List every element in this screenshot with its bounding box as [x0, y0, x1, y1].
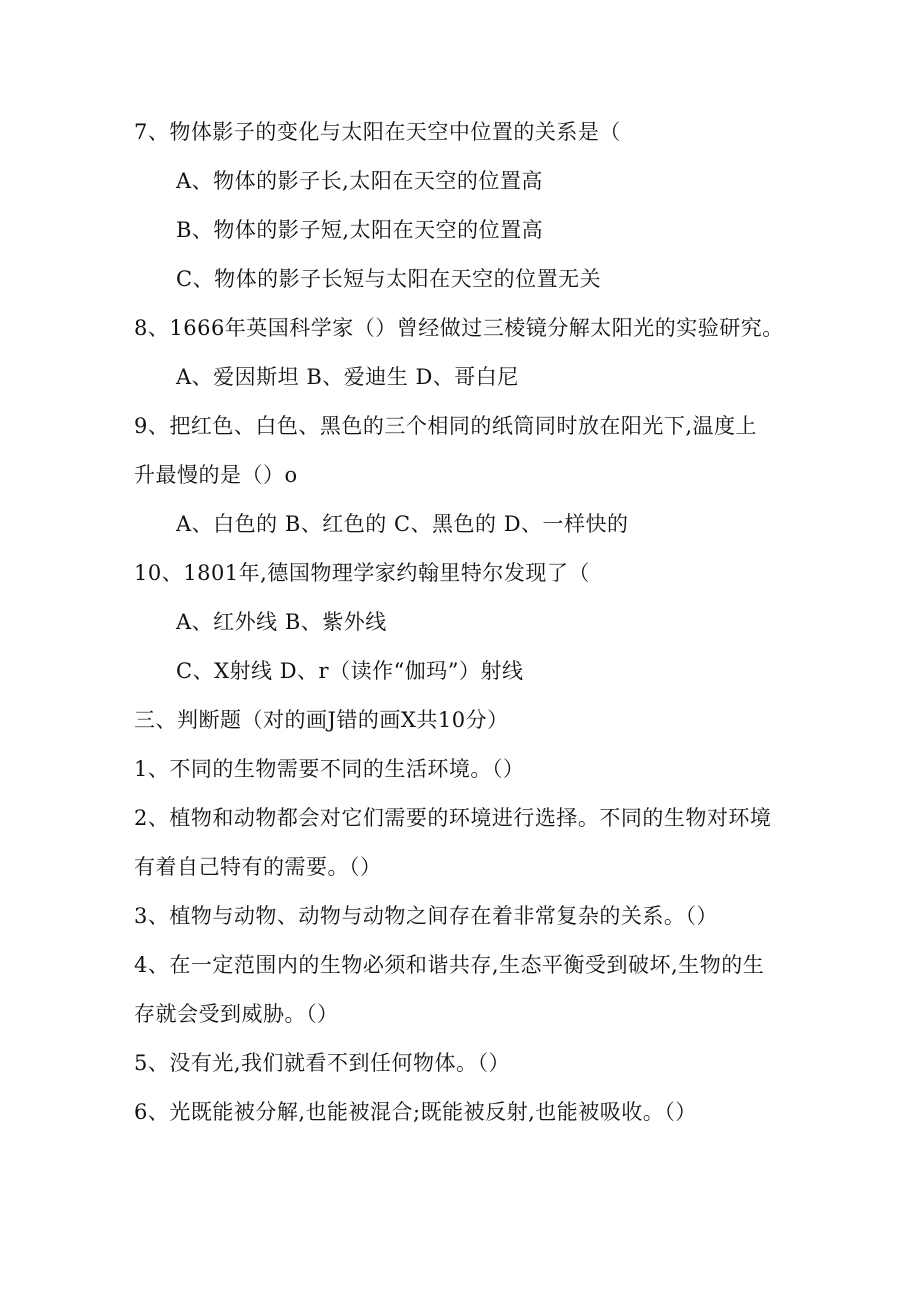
question-10: 10、1801年,德国物理学家约翰里特尔发现了（ [134, 561, 590, 585]
question-7-option-c: C、物体的影子长短与太阳在天空的位置无关 [176, 267, 602, 291]
question-10-options-row-1: A、红外线 B、紫外线 [176, 610, 387, 634]
question-8: 8、1666年英国科学家（）曾经做过三棱镜分解太阳光的实验研究。 [134, 316, 784, 340]
tf-question-4-line-2: 存就会受到威胁。（） [134, 1002, 339, 1026]
tf-question-1: 1、不同的生物需要不同的生活环境。（） [134, 757, 525, 781]
tf-question-4-line-1: 4、在一定范围内的生物必须和谐共存,生态平衡受到破坏,生物的生 [134, 953, 765, 977]
tf-question-2-line-2: 有着自己特有的需要。（） [134, 855, 382, 879]
question-8-options: A、爱因斯坦 B、爱迪生 D、哥白尼 [176, 365, 519, 389]
question-9-line-1: 9、把红色、白色、黑色的三个相同的纸筒同时放在阳光下,温度上 [134, 414, 758, 438]
question-7-option-a: A、物体的影子长,太阳在天空的位置高 [176, 169, 543, 193]
tf-question-6: 6、光既能被分解,也能被混合;既能被反射,也能被吸收。（） [134, 1100, 697, 1124]
question-7-option-b: B、物体的影子短,太阳在天空的位置高 [176, 218, 544, 242]
tf-question-2-line-1: 2、植物和动物都会对它们需要的环境进行选择。不同的生物对环境 [134, 806, 772, 830]
question-9-line-2: 升最慢的是（）o [134, 463, 298, 487]
tf-question-5: 5、没有光,我们就看不到任何物体。（） [134, 1051, 511, 1075]
question-10-options-row-2: C、X射线 D、r（读作“伽玛”）射线 [176, 659, 524, 683]
section-heading-true-false: 三、判断题（对的画J错的画X共10分） [134, 708, 509, 732]
question-7: 7、物体影子的变化与太阳在天空中位置的关系是（ [134, 120, 621, 144]
question-9-options: A、白色的 B、红色的 C、黑色的 D、一样快的 [176, 512, 629, 536]
tf-question-3: 3、植物与动物、动物与动物之间存在着非常复杂的关系。（） [134, 904, 718, 928]
